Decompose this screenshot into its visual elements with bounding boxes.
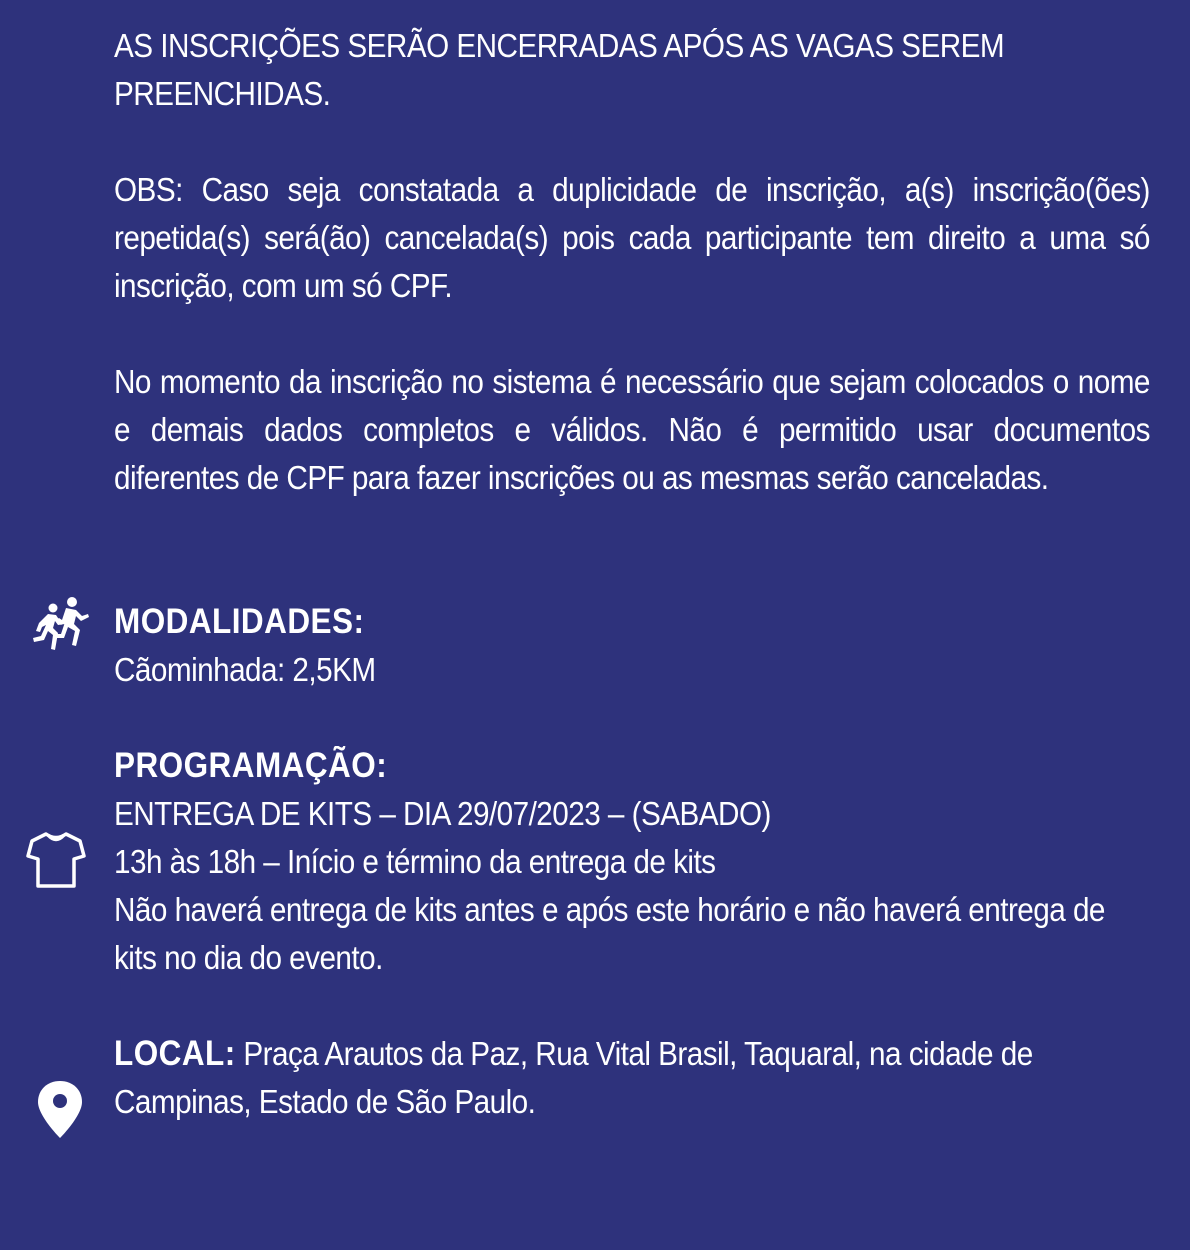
kit-delivery-date: ENTREGA DE KITS – DIA 29/07/2023 – (SABADO) <box>114 795 771 832</box>
location-pin-icon <box>28 1078 92 1142</box>
modalidades-section <box>114 598 1150 694</box>
modalidade-item: Cãominhada: 2,5KM <box>114 651 376 688</box>
tshirt-icon <box>24 826 88 890</box>
local-address: Praça Arautos da Paz, Rua Vital Brasil, Taquaral, na cidade de Campinas, Estado de São Paulo. <box>114 1035 1033 1120</box>
closing-notice-line-1: AS INSCRIÇÕES SERÃO ENCERRADAS APÓS AS VAGAS SEREM <box>114 27 1005 64</box>
programacao-section <box>114 742 1150 982</box>
registration-closing-notice <box>114 22 1150 118</box>
local-section <box>114 1030 1150 1126</box>
kit-delivery-notice: Não haverá entrega de kits antes e após este horário e não haverá entrega de kits no dia do evento. <box>114 891 1105 976</box>
runners-icon <box>26 594 90 658</box>
duplicate-registration-notice: OBS: Caso seja constatada a duplicidade de inscrição, a(s) inscrição(ões) repetida(s) será(ão) cancelada(s) pois cada participante tem direito a uma só inscrição, com um só CPF. <box>114 171 1150 304</box>
local-heading: LOCAL: <box>114 1034 236 1073</box>
closing-notice-line-2: PREENCHIDAS. <box>114 75 331 112</box>
modalidades-heading: MODALIDADES: <box>114 602 365 641</box>
registration-data-notice: No momento da inscrição no sistema é necessário que sejam colocados o nome e demais dados completos e válidos. Não é permitido usar documentos diferentes de CPF para fazer inscrições ou as mesmas serão canceladas. <box>114 363 1150 496</box>
kit-delivery-schedule: 13h às 18h – Início e término da entrega de kits <box>114 843 716 880</box>
programacao-heading: PROGRAMAÇÃO: <box>114 746 388 785</box>
